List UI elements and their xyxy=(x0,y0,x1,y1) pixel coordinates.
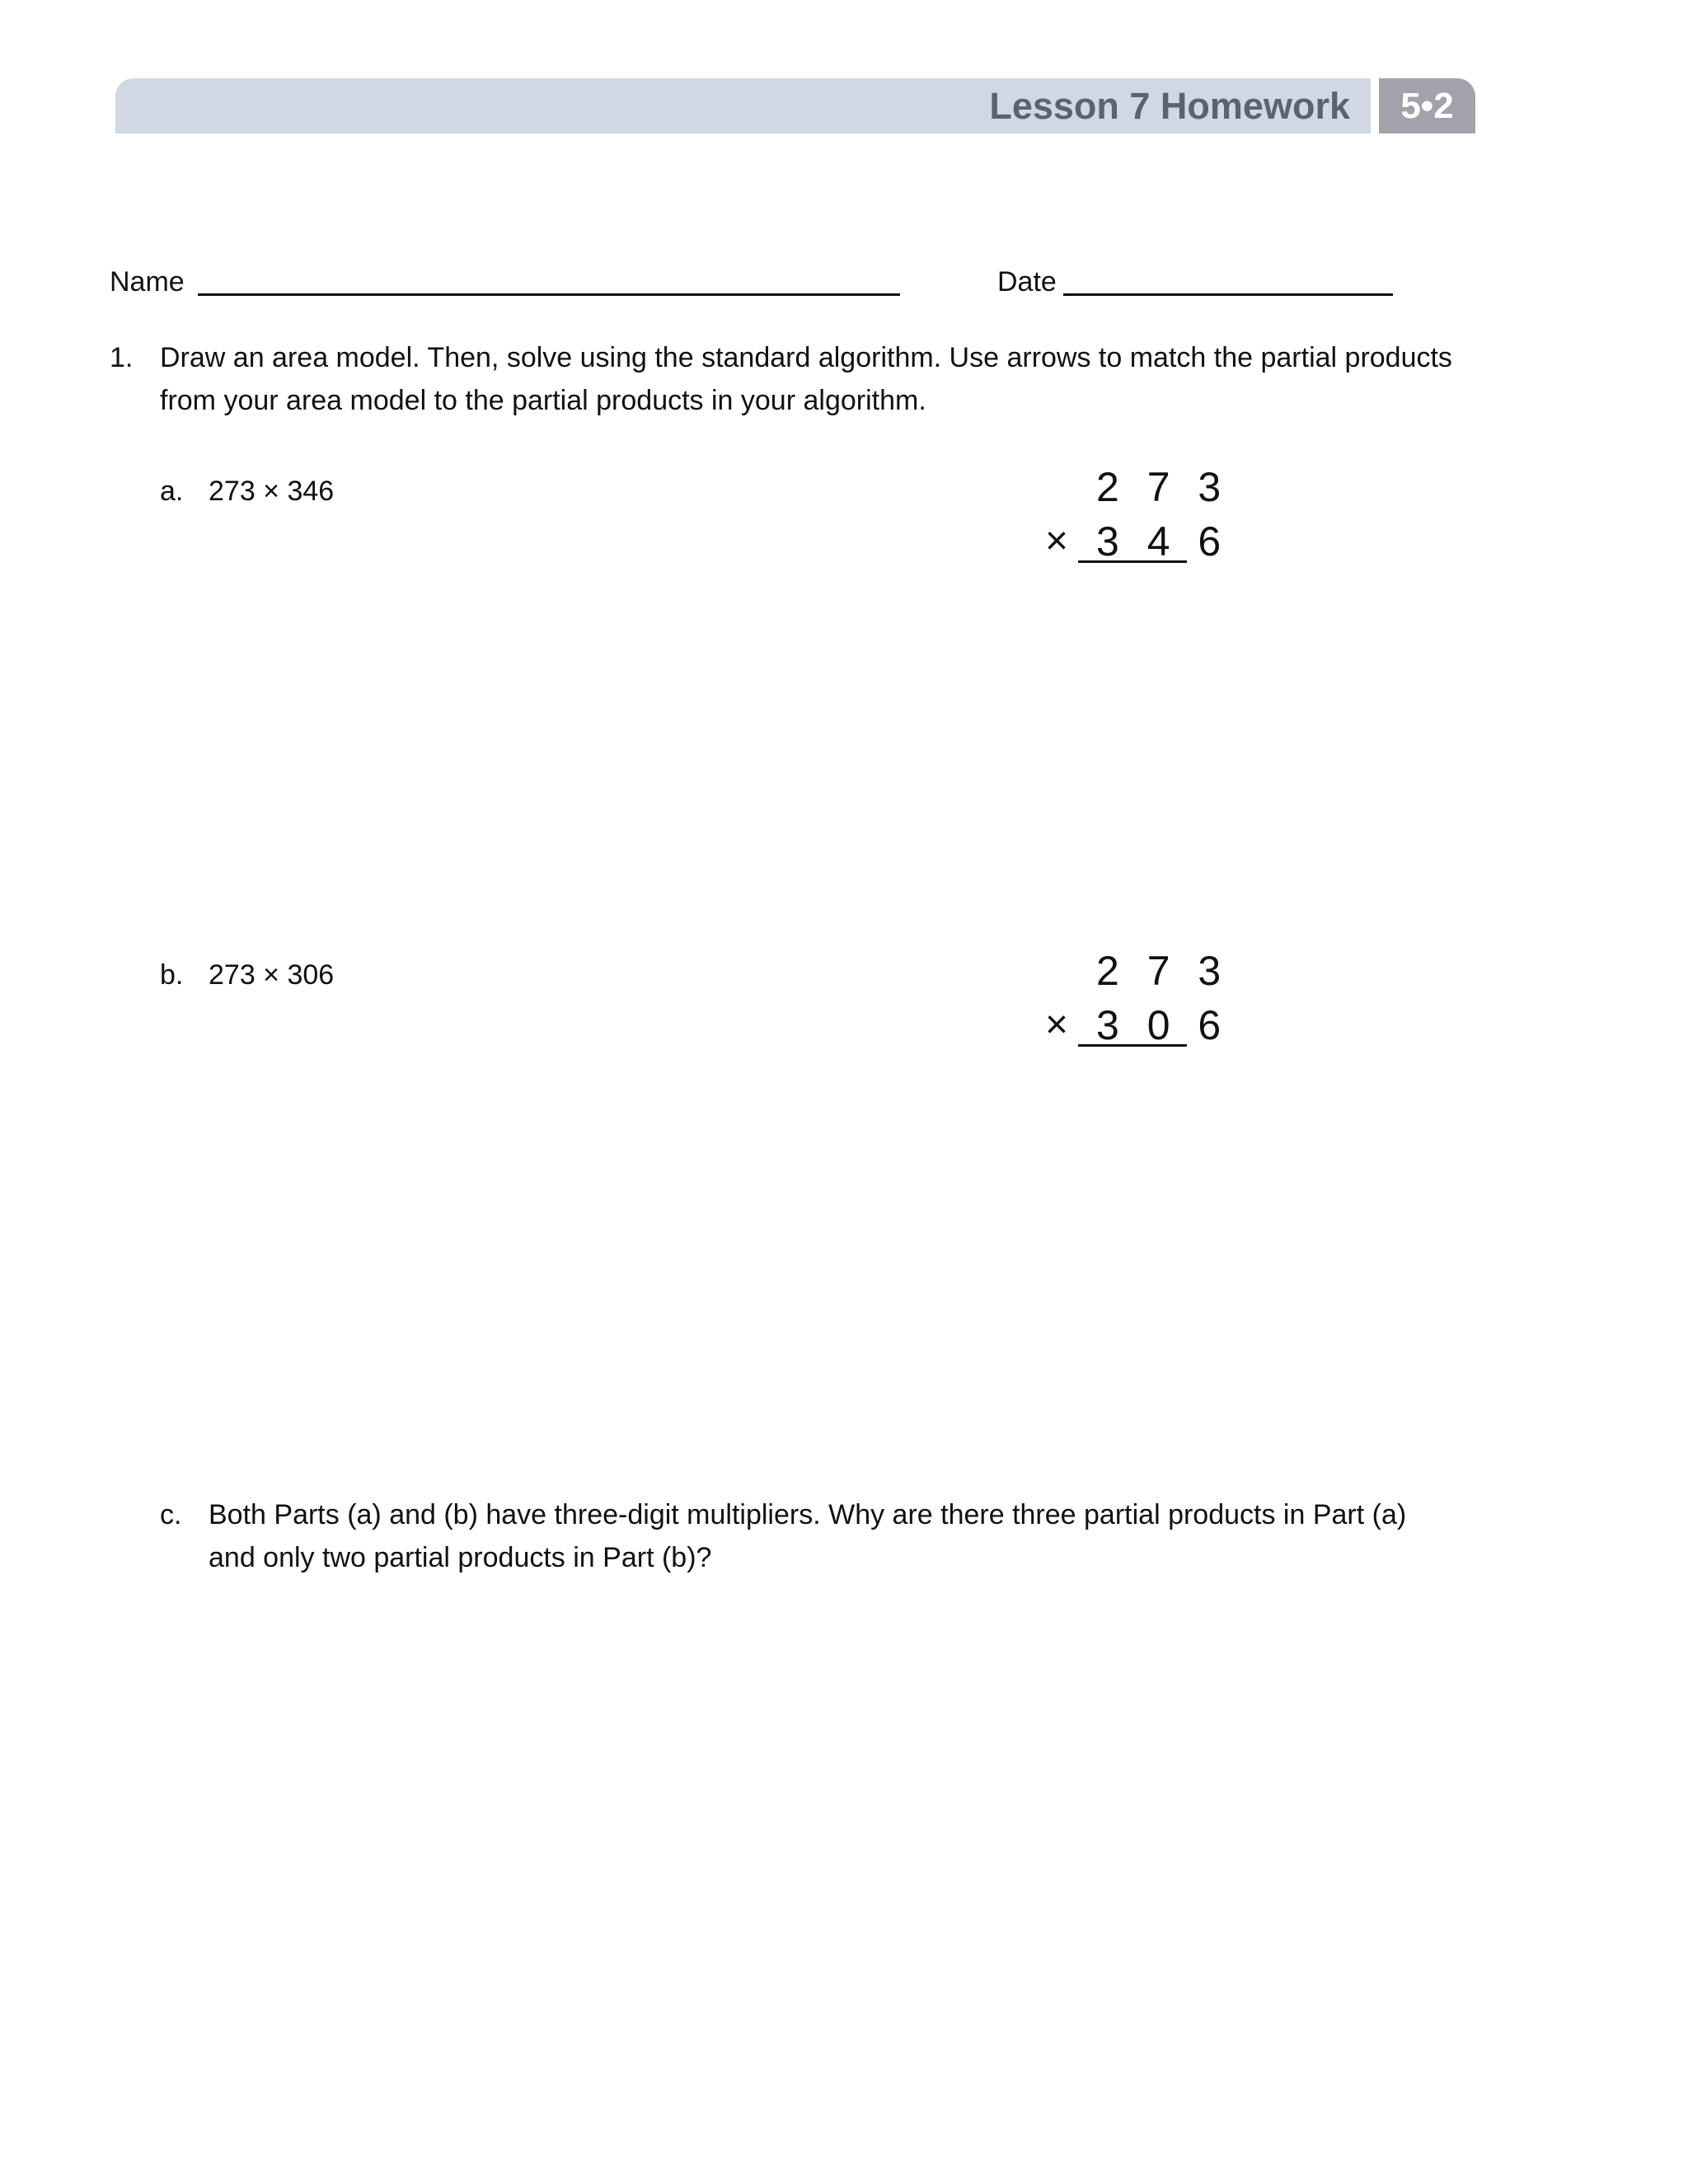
part-b-expression: 273 × 306 xyxy=(209,959,335,991)
name-line[interactable] xyxy=(198,293,900,296)
part-b-multiplier: 3 0 6 xyxy=(1096,1002,1230,1048)
part-a-multiplicand: 2 7 3 xyxy=(1096,464,1230,510)
date-line[interactable] xyxy=(1063,293,1393,296)
part-c-question: Both Parts (a) and (b) have three-digit multipliers. Why are there three partial products in Part (a) and only two partial products in Part (b)? xyxy=(209,1499,1407,1573)
lesson-title: Lesson 7 Homework xyxy=(989,85,1350,127)
part-b-letter: b. xyxy=(160,959,184,991)
name-label: Name xyxy=(110,266,185,298)
question-instructions: Draw an area model. Then, solve using the standard algorithm. Use arrows to match the partial products from your area model to the partial products in your algorithm. xyxy=(160,342,1452,416)
part-c-letter: c. xyxy=(160,1499,182,1530)
part-a-answer-line xyxy=(1078,560,1187,563)
part-b-times-sign: × xyxy=(1045,1003,1069,1047)
part-b-multiplicand: 2 7 3 xyxy=(1096,948,1230,994)
date-label: Date xyxy=(997,266,1057,298)
part-a-times-sign: × xyxy=(1045,519,1069,563)
part-a-letter: a. xyxy=(160,476,184,507)
part-a-multiplier: 3 4 6 xyxy=(1096,518,1230,565)
part-a-expression: 273 × 346 xyxy=(209,476,335,507)
question-number: 1. xyxy=(110,342,134,373)
part-b-answer-line xyxy=(1078,1044,1187,1047)
module-badge: 5•2 xyxy=(1379,78,1475,134)
